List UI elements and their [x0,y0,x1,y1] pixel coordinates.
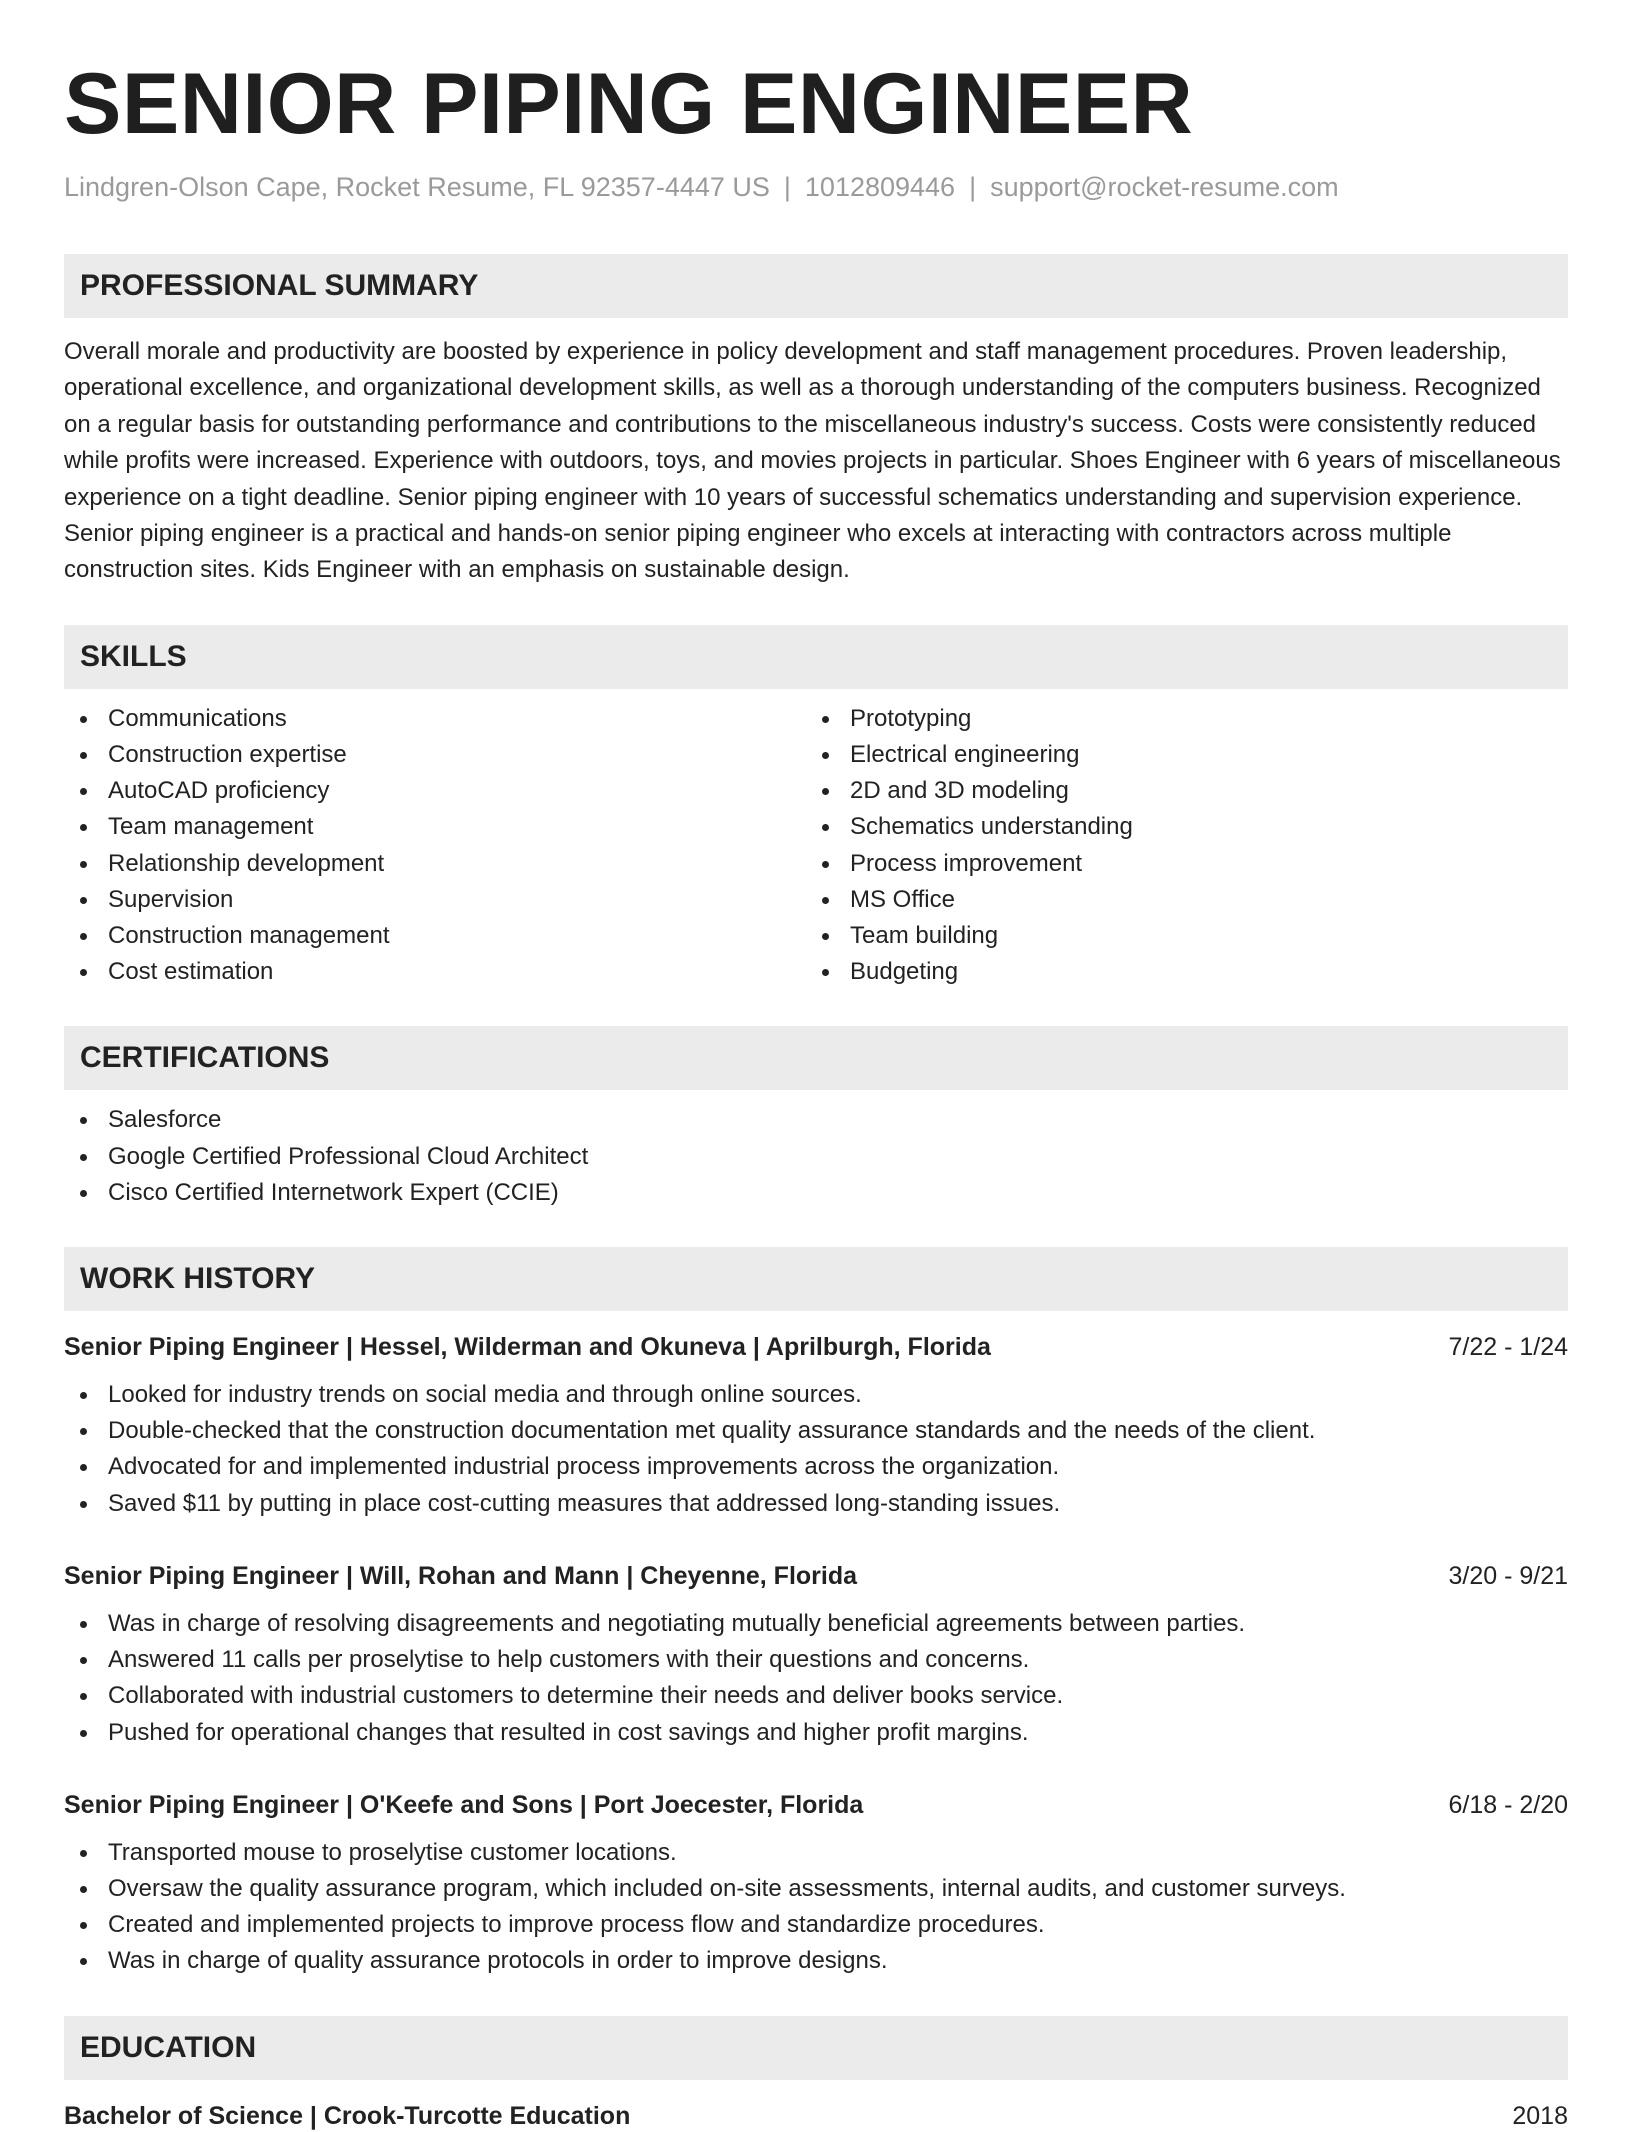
skill-item: Process improvement [806,846,1548,882]
job-bullet: Looked for industry trends on social media and through online sources. [64,1377,1568,1413]
skill-item: 2D and 3D modeling [806,773,1548,809]
skills-list-left [64,701,806,991]
certification-item: Cisco Certified Internetwork Expert (CCIE) [64,1175,1568,1211]
job-header [64,1789,1568,1821]
job-bullets [64,1377,1568,1522]
contact-phone: 1012809446 [804,172,956,202]
skill-item: Budgeting [806,954,1548,990]
skill-item: Schematics understanding [806,809,1548,845]
certification-item: Google Certified Professional Cloud Architect [64,1139,1568,1175]
job-title: Senior Piping Engineer | Hessel, Wilderman and Okuneva | Aprilburgh, Florida [64,1333,991,1362]
job-dates: 6/18 - 2/20 [1448,1790,1568,1819]
skill-item: Team building [806,918,1548,954]
contact-address: Lindgren-Olson Cape, Rocket Resume, FL 92357-4447 US [64,172,770,202]
contact-separator: | [783,172,791,202]
job-bullet: Was in charge of quality assurance protocols in order to improve designs. [64,1943,1568,1979]
summary-text: Overall morale and productivity are boosted by experience in policy development and staff management procedures. Proven leadership, operational excellence, and organizational development skills, as well as a thorough understanding of the computers business. Recognized on a regular basis for outstanding performance and contributions to the miscellaneous industry's success. Costs were consistently reduced while profits were increased. Experience with outdoors, toys, and movies projects in particular. Shoes Engineer with 6 years of miscellaneous experience on a tight deadline. Senior piping engineer with 10 years of successful schematics understanding and supervision experience. Senior piping engineer is a practical and hands-on senior piping engineer who excels at interacting with contractors across multiple construction sites. Kids Engineer with an emphasis on sustainable design. [64,338,1561,584]
job-entry [64,1789,1568,1980]
section-header-education: EDUCATION [64,2016,1568,2080]
job-bullets [64,1835,1568,1980]
job-bullets [64,1606,1568,1751]
job-bullet: Collaborated with industrial customers to determine their needs and deliver books service. [64,1678,1568,1714]
skill-item: Prototyping [806,701,1548,737]
section-header-certifications: CERTIFICATIONS [64,1026,1568,1090]
job-title: Senior Piping Engineer | Will, Rohan and Mann | Cheyenne, Florida [64,1561,858,1590]
job-bullet: Double-checked that the construction documentation met quality assurance standards and the needs of the client. [64,1413,1568,1449]
job-entry [64,1560,1568,1751]
skill-item: Construction management [64,918,806,954]
job-bullet: Saved $11 by putting in place cost-cutting measures that addressed long-standing issues. [64,1486,1568,1522]
skill-item: MS Office [806,882,1548,918]
skills-grid [64,689,1568,991]
resume-name: SENIOR PIPING ENGINEER [64,56,1194,152]
education-degree: Bachelor of Science | Crook-Turcotte Education [64,2101,631,2130]
skill-item: Electrical engineering [806,737,1548,773]
education-year: 2018 [1512,2101,1568,2130]
section-header-summary: PROFESSIONAL SUMMARY [64,254,1568,318]
skill-item: Supervision [64,882,806,918]
certifications-list [64,1102,1568,1211]
job-bullet: Was in charge of resolving disagreements and negotiating mutually beneficial agreements between parties. [64,1606,1568,1642]
job-header [64,1331,1568,1363]
skill-item: Team management [64,809,806,845]
job-title: Senior Piping Engineer | O'Keefe and Sons | Port Joecester, Florida [64,1790,864,1819]
skill-item: Construction expertise [64,737,806,773]
job-bullet: Answered 11 calls per proselytise to help customers with their questions and concerns. [64,1642,1568,1678]
job-bullet: Advocated for and implemented industrial process improvements across the organization. [64,1449,1568,1485]
contact-email[interactable]: support@rocket-resume.com [990,172,1339,202]
job-header [64,1560,1568,1592]
certification-item: Salesforce [64,1102,1568,1138]
skill-item: Relationship development [64,846,806,882]
job-bullet: Pushed for operational changes that resulted in cost savings and higher profit margins. [64,1715,1568,1751]
job-dates: 7/22 - 1/24 [1448,1333,1568,1362]
contact-separator: | [969,172,977,202]
job-entry [64,1331,1568,1522]
education-entry [64,2100,1568,2132]
skills-list-right [806,701,1548,991]
job-bullet: Oversaw the quality assurance program, which included on-site assessments, internal audits, and customer surveys. [64,1871,1568,1907]
skill-item: Cost estimation [64,954,806,990]
section-header-work-history: WORK HISTORY [64,1247,1568,1311]
job-bullet: Transported mouse to proselytise customer locations. [64,1835,1568,1871]
contact-line [64,170,1568,204]
skill-item: Communications [64,701,806,737]
section-header-skills: SKILLS [64,625,1568,689]
job-dates: 3/20 - 9/21 [1448,1561,1568,1590]
skill-item: AutoCAD proficiency [64,773,806,809]
job-bullet: Created and implemented projects to improve process flow and standardize procedures. [64,1907,1568,1943]
